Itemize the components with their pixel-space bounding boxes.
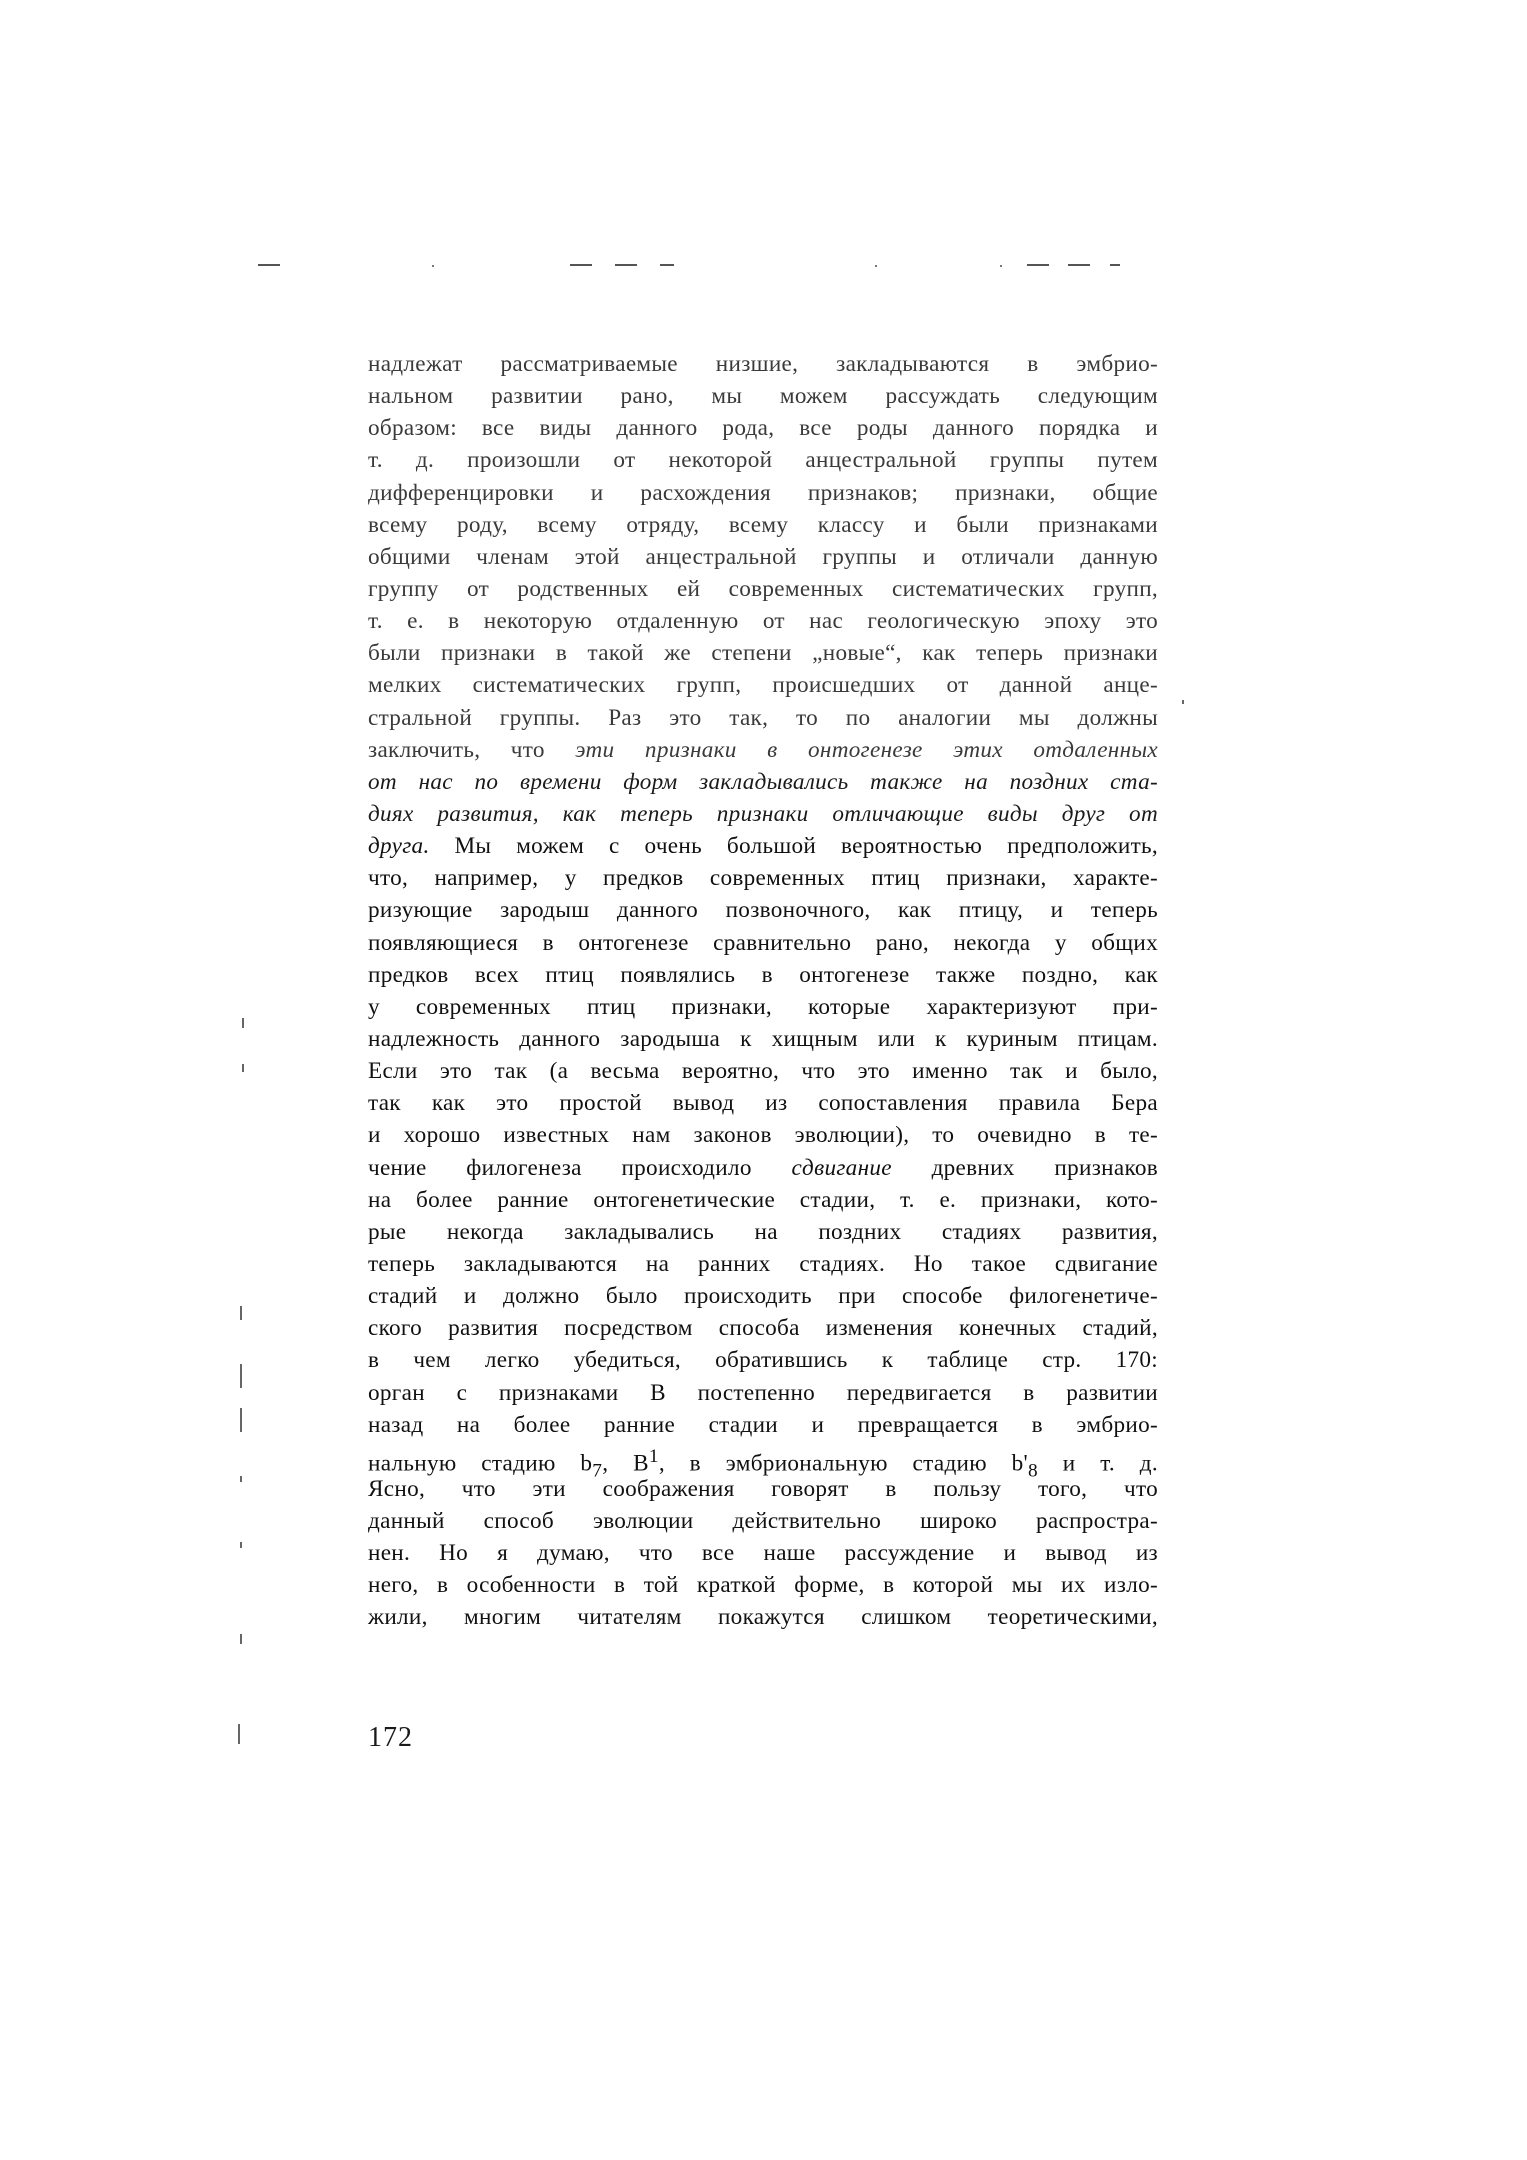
margin-mark xyxy=(242,1064,244,1072)
text-line: у современных птиц признаки, которые характеризуют при- xyxy=(368,993,1158,1020)
text-line: рые некогда закладывались на поздних стадиях развития, xyxy=(368,1218,1158,1245)
text-line xyxy=(368,766,1158,798)
text-line: нальном развитии рано, мы можем рассуждать следующим xyxy=(368,383,1158,410)
text-line: общими членам этой анцестральной группы и отличали данную xyxy=(368,543,1158,570)
text-span: Мы можем с очень большой вероятностью предположить, xyxy=(454,833,1158,860)
emphasis-text: диях развития, как теперь признаки отличающие виды друг от xyxy=(368,800,1158,827)
emphasis-text: друга. xyxy=(368,833,430,860)
text-line: нен. Но я думаю, что все наше рассуждение и вывод из xyxy=(368,1540,1158,1567)
text-span: чение филогенеза происходило xyxy=(368,1154,752,1181)
text-line xyxy=(368,1152,1158,1184)
text-line: мелких систематических групп, происшедших от данной анце- xyxy=(368,672,1158,699)
text-line: теперь закладываются на ранних стадиях. Но такое сдвигание xyxy=(368,1250,1158,1277)
scan-artifact-dot xyxy=(432,265,434,267)
text-line xyxy=(368,798,1158,830)
text-line: т. е. в некоторую отдаленную от нас геологическую эпоху это xyxy=(368,608,1158,635)
text-line: т. д. произошли от некоторой анцестральной группы путем xyxy=(368,447,1158,474)
subscript: 8 xyxy=(1028,1460,1038,1482)
text-line: всему роду, всему отряду, всему классу и были признаками xyxy=(368,511,1158,538)
page-number: 172 xyxy=(368,1722,413,1753)
margin-mark xyxy=(240,1306,242,1320)
subscript: 7 xyxy=(592,1460,603,1482)
scan-artifact-dot xyxy=(1000,265,1002,267)
text-span: , B xyxy=(602,1450,649,1477)
text-line: надлежат рассматриваемые низшие, закладываются в эмбрио- xyxy=(368,351,1158,377)
margin-mark xyxy=(240,1408,242,1432)
text-line: и хорошо известных нам законов эволюции), то очевидно в те- xyxy=(368,1122,1158,1149)
text-line: дифференцировки и расхождения признаков; признаки, общие xyxy=(368,479,1158,506)
text-line: Ясно, что эти соображения говорят в пользу того, что xyxy=(368,1475,1158,1502)
text-line xyxy=(368,1441,1158,1482)
scan-artifact-dash xyxy=(615,264,637,266)
text-line: Если это так (а весьма вероятно, что это именно так и было, xyxy=(368,1058,1158,1085)
text-line: на более ранние онтогенетические стадии, т. е. признаки, кото- xyxy=(368,1186,1158,1213)
text-line: появляющиеся в онтогенезе сравнительно рано, некогда у общих xyxy=(368,929,1158,956)
margin-mark xyxy=(238,1724,240,1744)
text-line: группу от родственных ей современных систематических групп, xyxy=(368,575,1158,602)
text-span: заключить, что xyxy=(368,736,545,763)
margin-mark xyxy=(242,1018,244,1028)
text-line xyxy=(368,830,1158,862)
emphasis-text: от нас по времени форм закладывались также на поздних ста- xyxy=(368,768,1158,795)
text-span: древних признаков xyxy=(931,1154,1158,1181)
text-line xyxy=(368,734,1158,766)
emphasis-text: эти признаки в онтогенезе этих отдаленных xyxy=(575,736,1158,763)
text-span: нальную стадию b xyxy=(368,1450,593,1477)
text-line: орган с признаками B постепенно передвигается в развитии xyxy=(368,1379,1158,1406)
text-line: ризующие зародыш данного позвоночного, как птицу, и теперь xyxy=(368,897,1158,924)
text-line: жили, многим читателям покажутся слишком теоретическими, xyxy=(368,1604,1158,1631)
text-line: ского развития посредством способа изменения конечных стадий, xyxy=(368,1315,1158,1342)
text-line: в чем легко убедиться, обратившись к таблице стр. 170: xyxy=(368,1347,1158,1374)
margin-mark xyxy=(240,1364,242,1388)
text-line: образом: все виды данного рода, все роды данного порядка и xyxy=(368,415,1158,442)
emphasis-text: сдвигание xyxy=(791,1154,892,1181)
margin-mark xyxy=(1182,700,1184,704)
text-line: предков всех птиц появлялись в онтогенезе также поздно, как xyxy=(368,961,1158,988)
text-line: данный способ эволюции действительно широко распростра- xyxy=(368,1508,1158,1535)
scan-artifact-dash xyxy=(258,264,280,266)
margin-mark xyxy=(240,1476,242,1482)
text-line: так как это простой вывод из сопоставления правила Бера xyxy=(368,1090,1158,1117)
text-line: назад на более ранние стадии и превращается в эмбрио- xyxy=(368,1411,1158,1438)
scan-artifact-dash xyxy=(1068,264,1090,266)
superscript: 1 xyxy=(648,1445,659,1467)
scan-artifact-dash xyxy=(1027,264,1049,266)
scan-artifact-dash xyxy=(570,264,592,266)
margin-mark xyxy=(240,1542,242,1548)
scan-artifact-dot xyxy=(875,265,877,267)
text-line: были признаки в такой же степени „новые“, как теперь признаки xyxy=(368,640,1158,667)
text-line: стральной группы. Раз это так, то по аналогии мы должны xyxy=(368,704,1158,731)
text-line: него, в особенности в той краткой форме, в которой мы их изло- xyxy=(368,1572,1158,1599)
text-line: что, например, у предков современных птиц признаки, характе- xyxy=(368,865,1158,892)
scan-artifact-dash xyxy=(660,264,674,266)
text-line: стадий и должно было происходить при способе филогенетиче- xyxy=(368,1283,1158,1310)
body-text xyxy=(368,348,1158,1634)
text-line: надлежность данного зародыша к хищным или к куриным птицам. xyxy=(368,1025,1158,1052)
text-span: и т. д. xyxy=(1038,1450,1158,1477)
margin-mark xyxy=(240,1634,242,1644)
text-span: , в эмбриональную стадию b' xyxy=(658,1450,1029,1477)
scan-artifact-dash xyxy=(1110,264,1120,266)
